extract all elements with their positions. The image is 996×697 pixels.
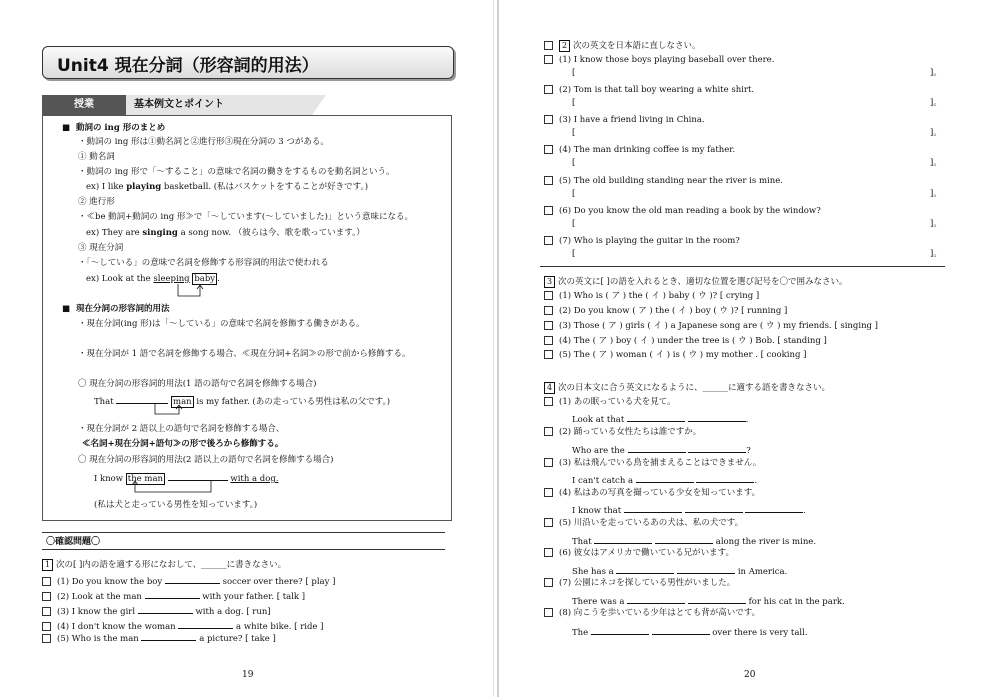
checkbox[interactable]: [544, 321, 553, 330]
unit-title: Unit4 現在分詞（形容詞的用法）: [57, 56, 319, 76]
q4-item-jp: (8) 向こうを歩いている少年はとても背が高いです。: [544, 608, 760, 619]
checkbox[interactable]: [544, 336, 553, 345]
q4-item-jp: (2) 踊っている女性たちは誰ですか。: [544, 427, 701, 438]
example-participle: ex) Look at the sleeping baby .: [86, 274, 220, 284]
q3-number: 3: [544, 276, 555, 288]
text-line: ≪名詞+現在分詞+語句≫の形で後ろから修飾する。: [82, 439, 284, 449]
answer-bracket-open: [: [572, 189, 576, 199]
answer-bracket-open: [: [572, 128, 576, 138]
q2-item: (2) Tom is that tall boy wearing a white shirt.: [544, 85, 754, 96]
q4-item-en: I can't catch a .: [572, 473, 757, 487]
q3-item: (2) Do you know ( ア ) the ( イ ) boy ( ウ )? [ running ]: [544, 306, 787, 317]
q3-instruction: 3 次の英文に[ ]の語を入れるとき、適切な位置を選び記号を〇で囲みなさい。: [544, 276, 848, 288]
text-line: ・動詞の ing 形は①動名詞と②進行形③現在分詞の 3 つがある。: [78, 137, 329, 147]
section-heading-participle: ■ 現在分詞の形容詞的用法: [62, 304, 170, 314]
q4-item-en: Look at that .: [572, 412, 748, 426]
tab-corner: [312, 95, 326, 115]
practice-heading: 〇確認問題〇: [46, 537, 101, 547]
q2-item: (1) I know those boys playing baseball over there.: [544, 55, 774, 66]
checkbox[interactable]: [544, 176, 553, 185]
answer-bracket-open: [: [572, 158, 576, 168]
example-gerund: ex) I like playing basketball. (私はバスケットをすることが好きです。): [86, 182, 369, 192]
text-line: ・現在分詞が 1 語で名詞を修飾する場合、≪現在分詞+名詞≫の形で前から修飾する。: [78, 349, 411, 359]
q2-instruction: 2 次の英文を日本語に直しなさい。: [544, 40, 701, 52]
answer-bracket-open: [: [572, 249, 576, 259]
q4-item-en: She has a in America.: [572, 564, 787, 578]
q4-item-en: That along the river is mine.: [572, 534, 816, 548]
q1-item: (3) I know the girl with a dog. [ run]: [42, 604, 271, 618]
checkbox[interactable]: [544, 488, 553, 497]
case-one-word: 〇 現在分詞の形容詞的用法(1 語の語句で名詞を修飾する場合): [78, 379, 317, 389]
example-progressive: ex) They are singing a song now. （彼らは今、歌を歌っています。）: [86, 228, 365, 238]
q2-item: (3) I have a friend living in China.: [544, 115, 705, 126]
answer-bracket-close: ]。: [930, 98, 942, 108]
example-one-word: That man is my father. (あの走っている男性は私の父です。): [94, 394, 390, 408]
answer-bracket-close: ]。: [930, 68, 942, 78]
checkbox[interactable]: [544, 458, 553, 467]
checkbox[interactable]: [544, 291, 553, 300]
q2-item: (7) Who is playing the guitar in the room?: [544, 236, 740, 247]
checkbox[interactable]: [544, 115, 553, 124]
checkbox[interactable]: [544, 236, 553, 245]
checkbox[interactable]: [544, 41, 553, 50]
q3-item: (5) The ( ア ) woman ( イ ) is ( ウ ) my mother . [ cooking ]: [544, 350, 806, 361]
checkbox[interactable]: [544, 350, 553, 359]
modifier-arrow: [125, 478, 225, 496]
page-number-right: 20: [744, 670, 756, 680]
q4-item-jp: (3) 私は飛んでいる鳥を捕まえることはできません。: [544, 458, 761, 469]
q1-item: (5) Who is the man a picture? [ take ]: [42, 631, 276, 645]
page-gutter-shadow: [493, 0, 494, 697]
subheading-gerund: ① 動名詞: [78, 152, 115, 162]
answer-bracket-close: ]。: [930, 189, 942, 199]
checkbox[interactable]: [544, 518, 553, 527]
section-heading-ing: ■ 動詞の ing 形のまとめ: [62, 123, 166, 133]
page-number-left: 19: [242, 670, 254, 680]
q4-item-en: There was a for his cat in the park.: [572, 594, 845, 608]
divider: [42, 532, 445, 533]
subheading-progressive: ② 進行形: [78, 197, 115, 207]
q4-number: 4: [544, 382, 555, 394]
page-gutter: [497, 0, 499, 697]
checkbox[interactable]: [544, 397, 553, 406]
answer-bracket-open: [: [572, 98, 576, 108]
case-multi-word: 〇 現在分詞の形容詞的用法(2 語以上の語句で名詞を修飾する場合): [78, 455, 334, 465]
checkbox[interactable]: [544, 85, 553, 94]
q2-number: 2: [559, 40, 570, 52]
checkbox[interactable]: [42, 592, 51, 601]
answer-bracket-close: ]。: [930, 249, 942, 259]
text-line: ・≪be 動詞+動詞の ing 形≫で「～しています(～していました)」という意味になる。: [78, 212, 413, 222]
checkbox[interactable]: [42, 634, 51, 643]
q1-instruction: 1 次の[ ]内の語を適する形になおして、______に書きなさい。: [42, 559, 286, 571]
q4-item-jp: (5) 川沿いを走っているあの犬は、私の犬です。: [544, 518, 743, 529]
q3-item: (3) Those ( ア ) girls ( イ ) a Japanese song are ( ウ ) my friends. [ singing ]: [544, 321, 878, 332]
lesson-tab: 授業: [42, 95, 126, 115]
checkbox[interactable]: [544, 145, 553, 154]
answer-bracket-close: ]。: [930, 158, 942, 168]
unit-title-box: [42, 46, 454, 79]
q1-item: (4) I don't know the woman a white bike. [ ride ]: [42, 619, 323, 633]
q4-item-jp: (1) あの眠っている犬を見て。: [544, 397, 676, 408]
text-line: ・動詞の ing 形で「～すること」の意味で名詞の働きをするものを動名詞という。: [78, 167, 395, 177]
q3-item: (1) Who is ( ア ) the ( イ ) baby ( ウ )? [ crying ]: [544, 291, 759, 302]
text-line: ・現在分詞(ing 形)は「～している」の意味で名詞を修飾する働きがある。: [78, 319, 365, 329]
q2-item: (6) Do you know the old man reading a book by the window?: [544, 206, 821, 217]
q4-item-jp: (6) 彼女はアメリカで働いている兄がいます。: [544, 548, 734, 559]
q4-item-en: Who are the ?: [572, 443, 751, 457]
translation-multi-word: (私は犬と走っている男性を知っています。): [94, 500, 258, 510]
subheading-participle: ③ 現在分詞: [78, 243, 124, 253]
checkbox[interactable]: [544, 206, 553, 215]
q4-item-en: The over there is very tall.: [572, 625, 808, 639]
checkbox[interactable]: [42, 622, 51, 631]
example-multi-word: I know the man with a dog.: [94, 471, 278, 485]
checkbox[interactable]: [544, 608, 553, 617]
lesson-subtitle-tab: 基本例文とポイント: [126, 95, 312, 115]
answer-bracket-open: [: [572, 68, 576, 78]
modifier-arrow: [150, 282, 210, 300]
q1-item: (1) Do you know the boy soccer over there? [ play ]: [42, 574, 335, 588]
checkbox[interactable]: [42, 607, 51, 616]
checkbox[interactable]: [544, 306, 553, 315]
modifier-arrow: [145, 402, 195, 418]
divider: [540, 266, 945, 267]
q4-instruction: 4 次の日本文に合う英文になるように、______に適する語を書きなさい。: [544, 382, 830, 394]
q4-item-en: I know that .: [572, 503, 806, 517]
checkbox[interactable]: [544, 55, 553, 64]
checkbox[interactable]: [544, 578, 553, 587]
q3-item: (4) The ( ア ) boy ( イ ) under the tree is ( ウ ) Bob. [ standing ]: [544, 336, 827, 347]
checkbox[interactable]: [544, 427, 553, 436]
answer-bracket-close: ]。: [930, 219, 942, 229]
text-line: ・現在分詞が 2 語以上の語句で名詞を修飾する場合、: [78, 424, 285, 434]
q2-item: (4) The man drinking coffee is my father.: [544, 145, 735, 156]
q2-item: (5) The old building standing near the river is mine.: [544, 176, 783, 187]
checkbox[interactable]: [42, 577, 51, 586]
q1-number: 1: [42, 559, 53, 571]
q4-item-jp: (4) 私はあの写真を撮っている少女を知っています。: [544, 488, 760, 499]
answer-bracket-open: [: [572, 219, 576, 229]
text-line: ・「～している」の意味で名詞を修飾する形容詞的用法で使われる: [78, 258, 329, 268]
answer-bracket-close: ]。: [930, 128, 942, 138]
q1-item: (2) Look at the man with your father. [ talk ]: [42, 589, 305, 603]
checkbox[interactable]: [544, 548, 553, 557]
q4-item-jp: (7) 公園にネコを探している男性がいました。: [544, 578, 735, 589]
divider: [42, 549, 445, 550]
